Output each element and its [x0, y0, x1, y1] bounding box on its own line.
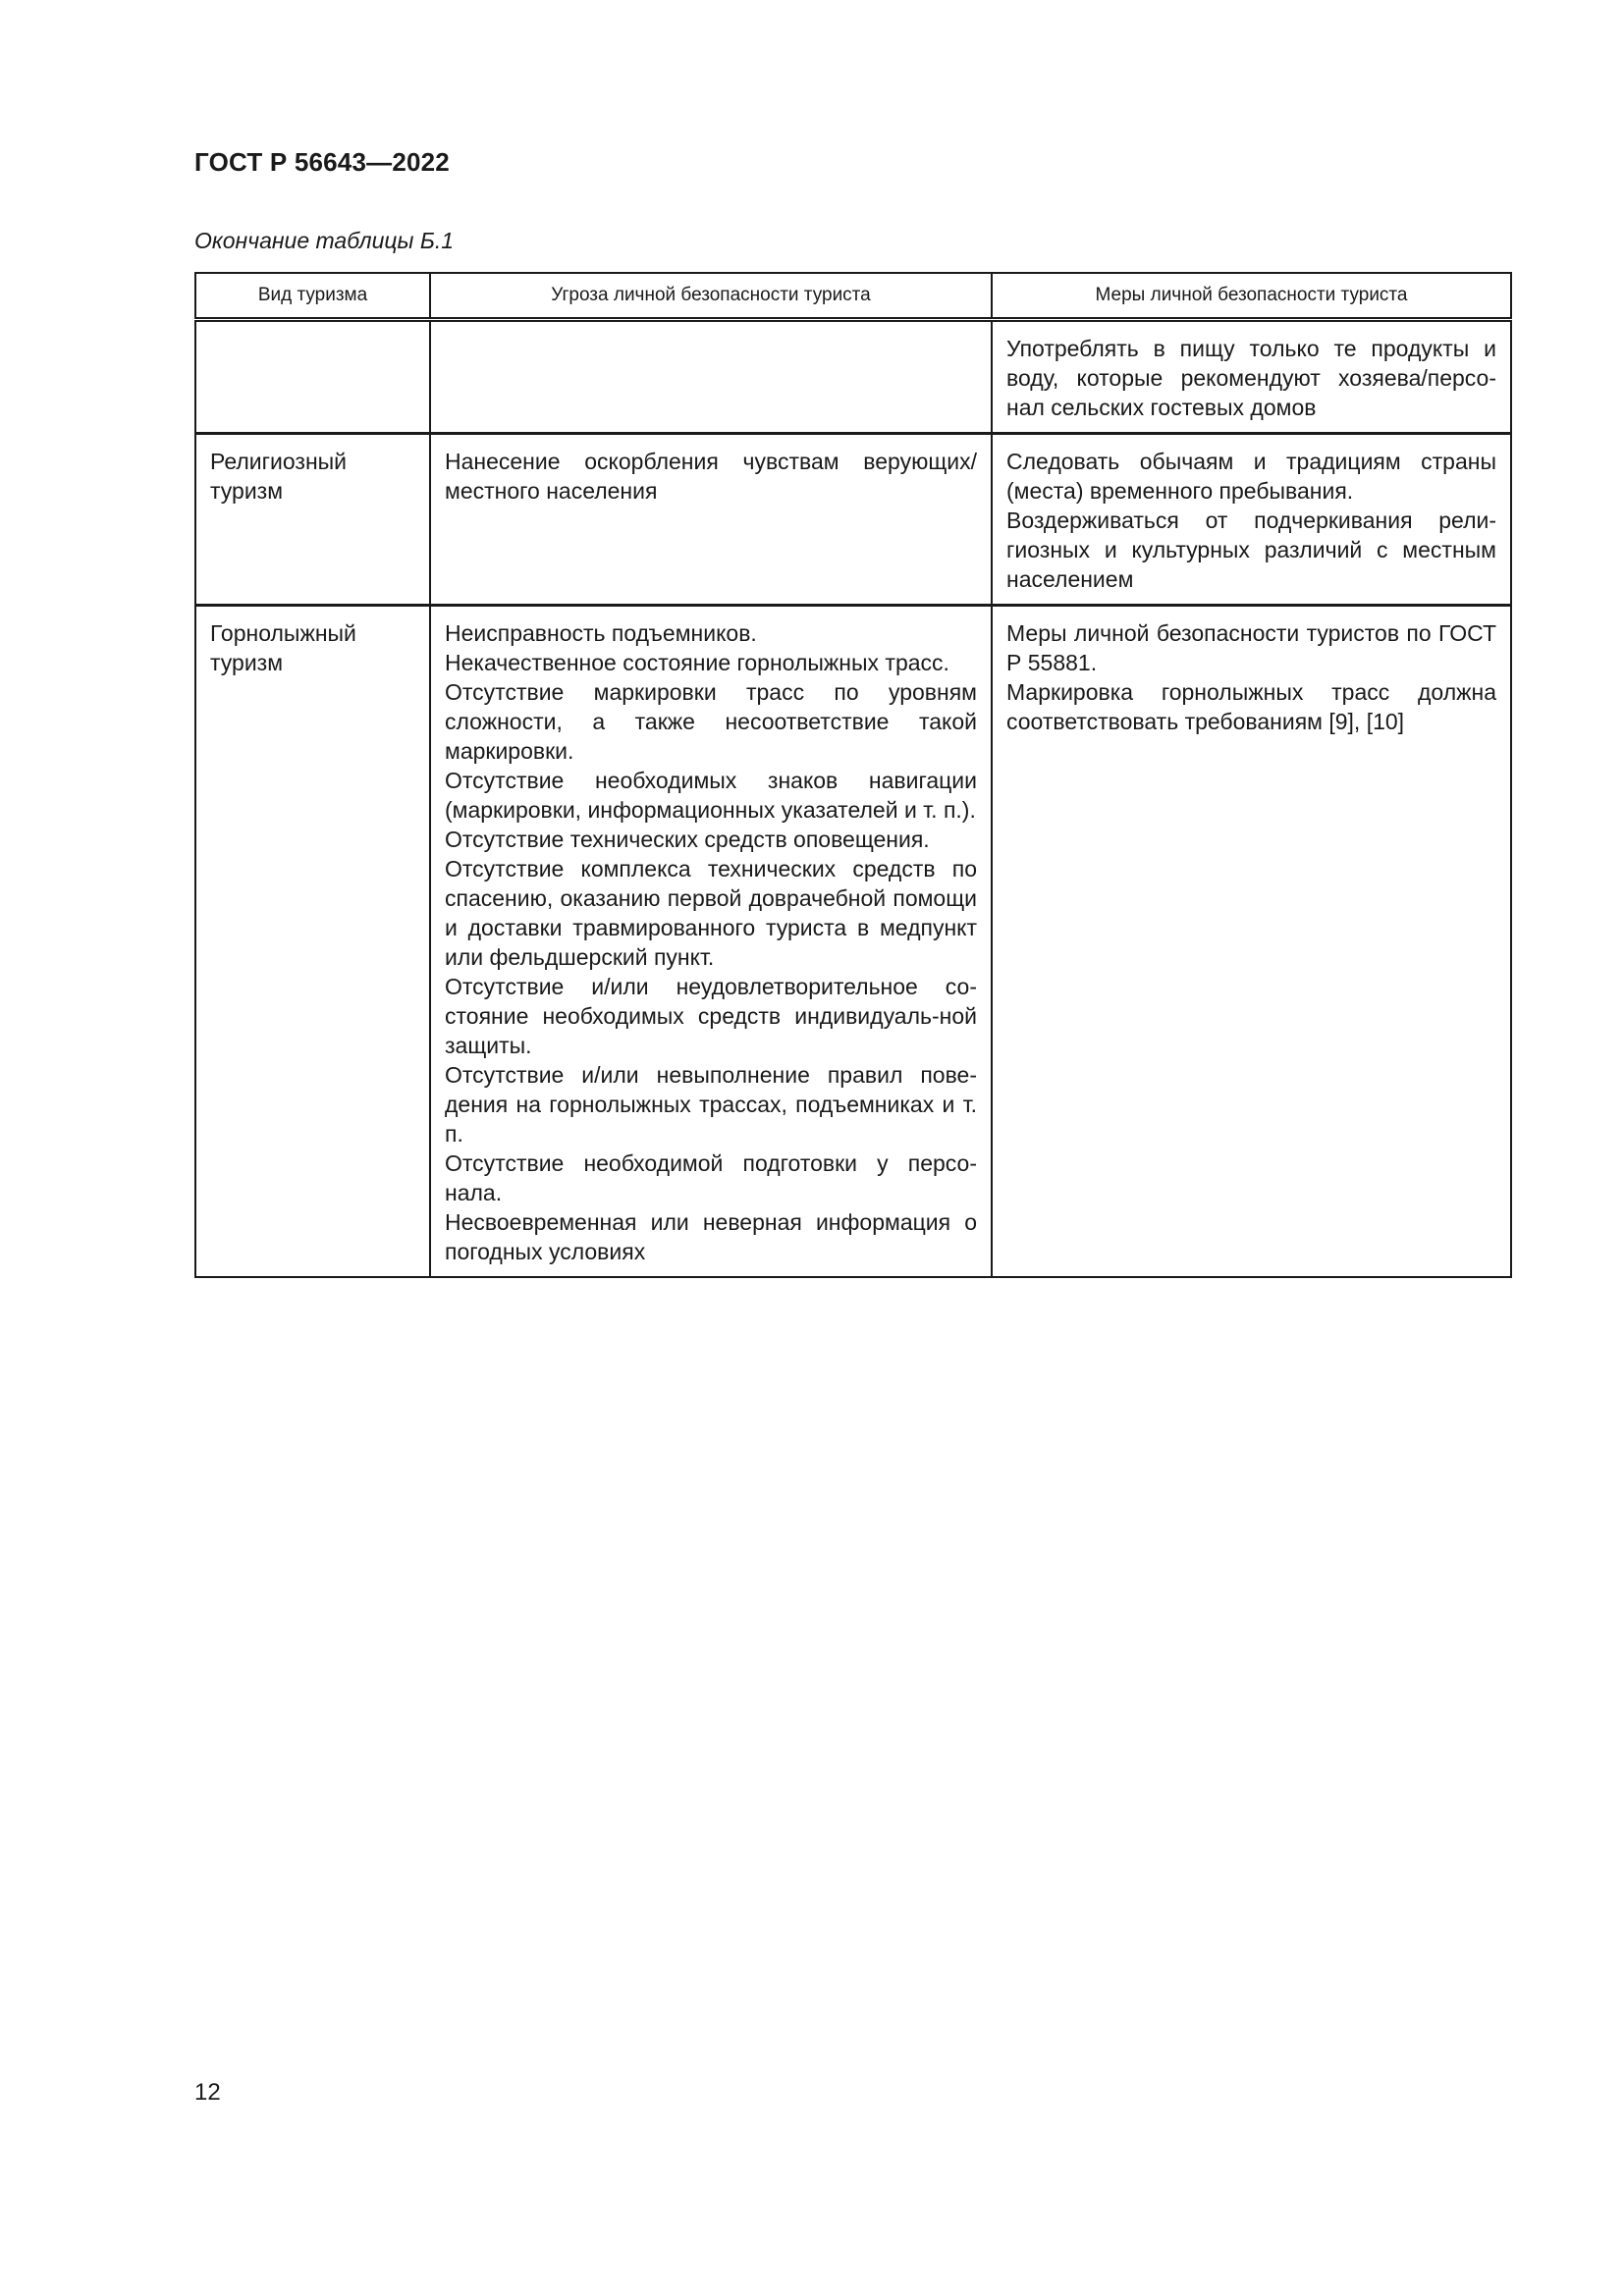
measures-cell	[992, 434, 1511, 606]
threat-text: Неисправность подъемников.	[445, 620, 757, 646]
page-number: 12	[194, 2079, 221, 2106]
document-title: ГОСТ Р 56643—2022	[194, 147, 450, 177]
tourism-type-text: Религиозный туризм	[210, 449, 348, 504]
threat-cell	[430, 434, 992, 606]
threat-text: Некачественное состояние горнолыжных трасс.	[445, 650, 949, 675]
table-row	[195, 606, 1511, 1278]
tourism-type-cell	[195, 606, 430, 1278]
safety-measures-table	[194, 272, 1512, 1278]
threat-text: Отсутствие комплекса технических средств по спасению, оказанию первой доврачебной помощи и доставки травмированного туриста в медпункт или фельдшерский пункт.	[445, 856, 977, 970]
threat-text: Отсутствие маркировки трасс по уровням сложности, а также несоответствие такой маркировки.	[445, 679, 977, 764]
threat-text: Отсутствие необходимой подготовки у персо-нала.	[445, 1150, 977, 1205]
measure-text: Употреблять в пищу только те продукты и воду, которые рекомендуют хозяева/персо-нал сельских гостевых домов	[1006, 336, 1496, 420]
measure-text: Маркировка горнолыжных трасс должна соответствовать требованиям [9], [10]	[1006, 679, 1496, 734]
measure-text: Воздерживаться от подчеркивания рели-гиозных и культурных различий с местным населением	[1006, 507, 1496, 592]
table-row	[195, 434, 1511, 606]
threat-cell	[430, 606, 992, 1278]
column-header-threat: Угроза личной безопасности туриста	[430, 273, 992, 320]
threat-text: Несвоевременная или неверная информация о погодных условиях	[445, 1209, 977, 1264]
column-header-tourism-type: Вид туризма	[195, 273, 430, 320]
measure-text: Следовать обычаям и традициям страны (места) временного пребывания.	[1006, 449, 1496, 504]
threat-text: Отсутствие необходимых знаков навигации (маркировки, информационных указателей и т. п.).	[445, 768, 977, 823]
tourism-type-cell	[195, 320, 430, 434]
threat-text: Отсутствие технических средств оповещения.	[445, 827, 930, 852]
measures-cell	[992, 320, 1511, 434]
column-header-measures: Меры личной безопасности туриста	[992, 273, 1511, 320]
threat-text: Отсутствие и/или неудовлетворительное со-стояние необходимых средств индивидуаль-ной защиты.	[445, 974, 977, 1058]
measure-text: Меры личной безопасности туристов по ГОСТ Р 55881.	[1006, 620, 1496, 675]
table-header-row	[195, 273, 1511, 320]
tourism-type-text: Горнолыжный туризм	[210, 620, 356, 675]
table-caption: Окончание таблицы Б.1	[194, 228, 455, 253]
threat-text: Отсутствие и/или невыполнение правил пове-дения на горнолыжных трассах, подъемниках и т. п.	[445, 1062, 977, 1147]
measures-cell	[992, 606, 1511, 1278]
tourism-type-cell	[195, 434, 430, 606]
threat-text: Нанесение оскорбления чувствам верующих/ местного населения	[445, 449, 977, 504]
threat-cell	[430, 320, 992, 434]
table-row	[195, 320, 1511, 434]
